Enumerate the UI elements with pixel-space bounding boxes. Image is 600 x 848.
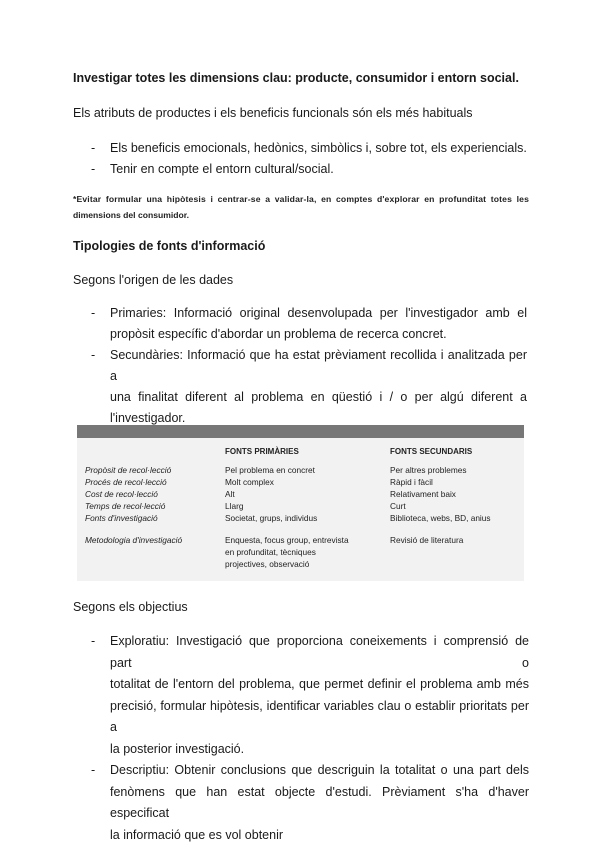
primary-cell: Pel problema en concret <box>225 465 315 475</box>
primary-cell: Llarg <box>225 501 244 511</box>
table-header-bar <box>77 425 524 438</box>
secondary-cell: Revisió de literatura <box>390 535 464 545</box>
secondary-cell: Biblioteca, webs, BD, anius <box>390 513 491 523</box>
list-item: - Primaries: Informació original desenvolupada per l'investigador amb el propòsit específic d'abordar un problema de recerca concret. <box>91 306 527 341</box>
row-label: Fonts d'investigació <box>85 513 158 523</box>
secondary-cell: Relativament baix <box>390 489 456 499</box>
primary-cell: Enquesta, focus group, entrevista <box>225 535 349 545</box>
primary-cell: projectives, observació <box>225 559 310 569</box>
secondary-cell: Curt <box>390 501 406 511</box>
column-header-secondary: FONTS SECUNDARIS <box>390 447 473 456</box>
list-item: - Exploratiu: Investigació que proporciona coneixements i comprensió de part o totalitat de l'entorn del problema, que permet definir el problema amb més precisió, formular hipòtesis, identificar variables clau o establir prioritats per a la posterior investigació. <box>91 634 529 756</box>
hypothesis-note: *Evitar formular una hipòtesis i centrar-se a validar-la, en comptes d'explorar en profunditat totes les dimensions del consumidor. <box>73 194 529 220</box>
section-heading-sources: Tipologies de fonts d'informació <box>73 239 266 253</box>
list-item: - Secundàries: Informació que ha estat prèviament recollida i analitzada per a una finalitat diferent al problema en qüestió i / o per algú diferent a l'investigador. <box>91 348 527 425</box>
column-header-primary: FONTS PRIMÀRIES <box>225 447 299 456</box>
primary-cell: Molt complex <box>225 477 274 487</box>
subheading-origin: Segons l'origen de les dades <box>73 273 234 287</box>
row-label: Propòsit de recol·lecció <box>85 465 172 475</box>
list-item: - Descriptiu: Obtenir conclusions que descriguin la totalitat o una part dels fenòmens que han estat objecte d'estudi. Prèviament s'ha d'haver especificat la informació que es vol obtenir <box>91 763 529 842</box>
list-item: - Els beneficis emocionals, hedònics, simbòlics i, sobre tot, els experiencials. <box>91 141 527 155</box>
primary-cell: Societat, grups, individus <box>225 513 318 523</box>
list-item: - Tenir en compte el entorn cultural/social. <box>91 162 334 176</box>
row-label: Metodologia d'investigació <box>85 535 183 545</box>
row-label: Procés de recol·lecció <box>85 477 167 487</box>
row-label: Cost de recol·lecció <box>85 489 158 499</box>
section-heading-dimensions: Investigar totes les dimensions clau: producte, consumidor i entorn social. <box>73 71 519 85</box>
secondary-cell: Per altres problemes <box>390 465 467 475</box>
primary-cell: Alt <box>225 489 235 499</box>
primary-cell: en profunditat, tècniques <box>225 547 316 557</box>
objectives-list <box>91 631 529 846</box>
origin-list <box>91 303 527 429</box>
intro-paragraph: Els atributs de productes i els beneficis funcionals són els més habituals <box>73 106 473 120</box>
subheading-objectives: Segons els objectius <box>73 600 188 614</box>
sources-comparison-table <box>77 425 524 581</box>
benefits-list <box>91 138 531 180</box>
row-label: Temps de recol·lecció <box>85 501 166 511</box>
secondary-cell: Ràpid i fàcil <box>390 477 433 487</box>
